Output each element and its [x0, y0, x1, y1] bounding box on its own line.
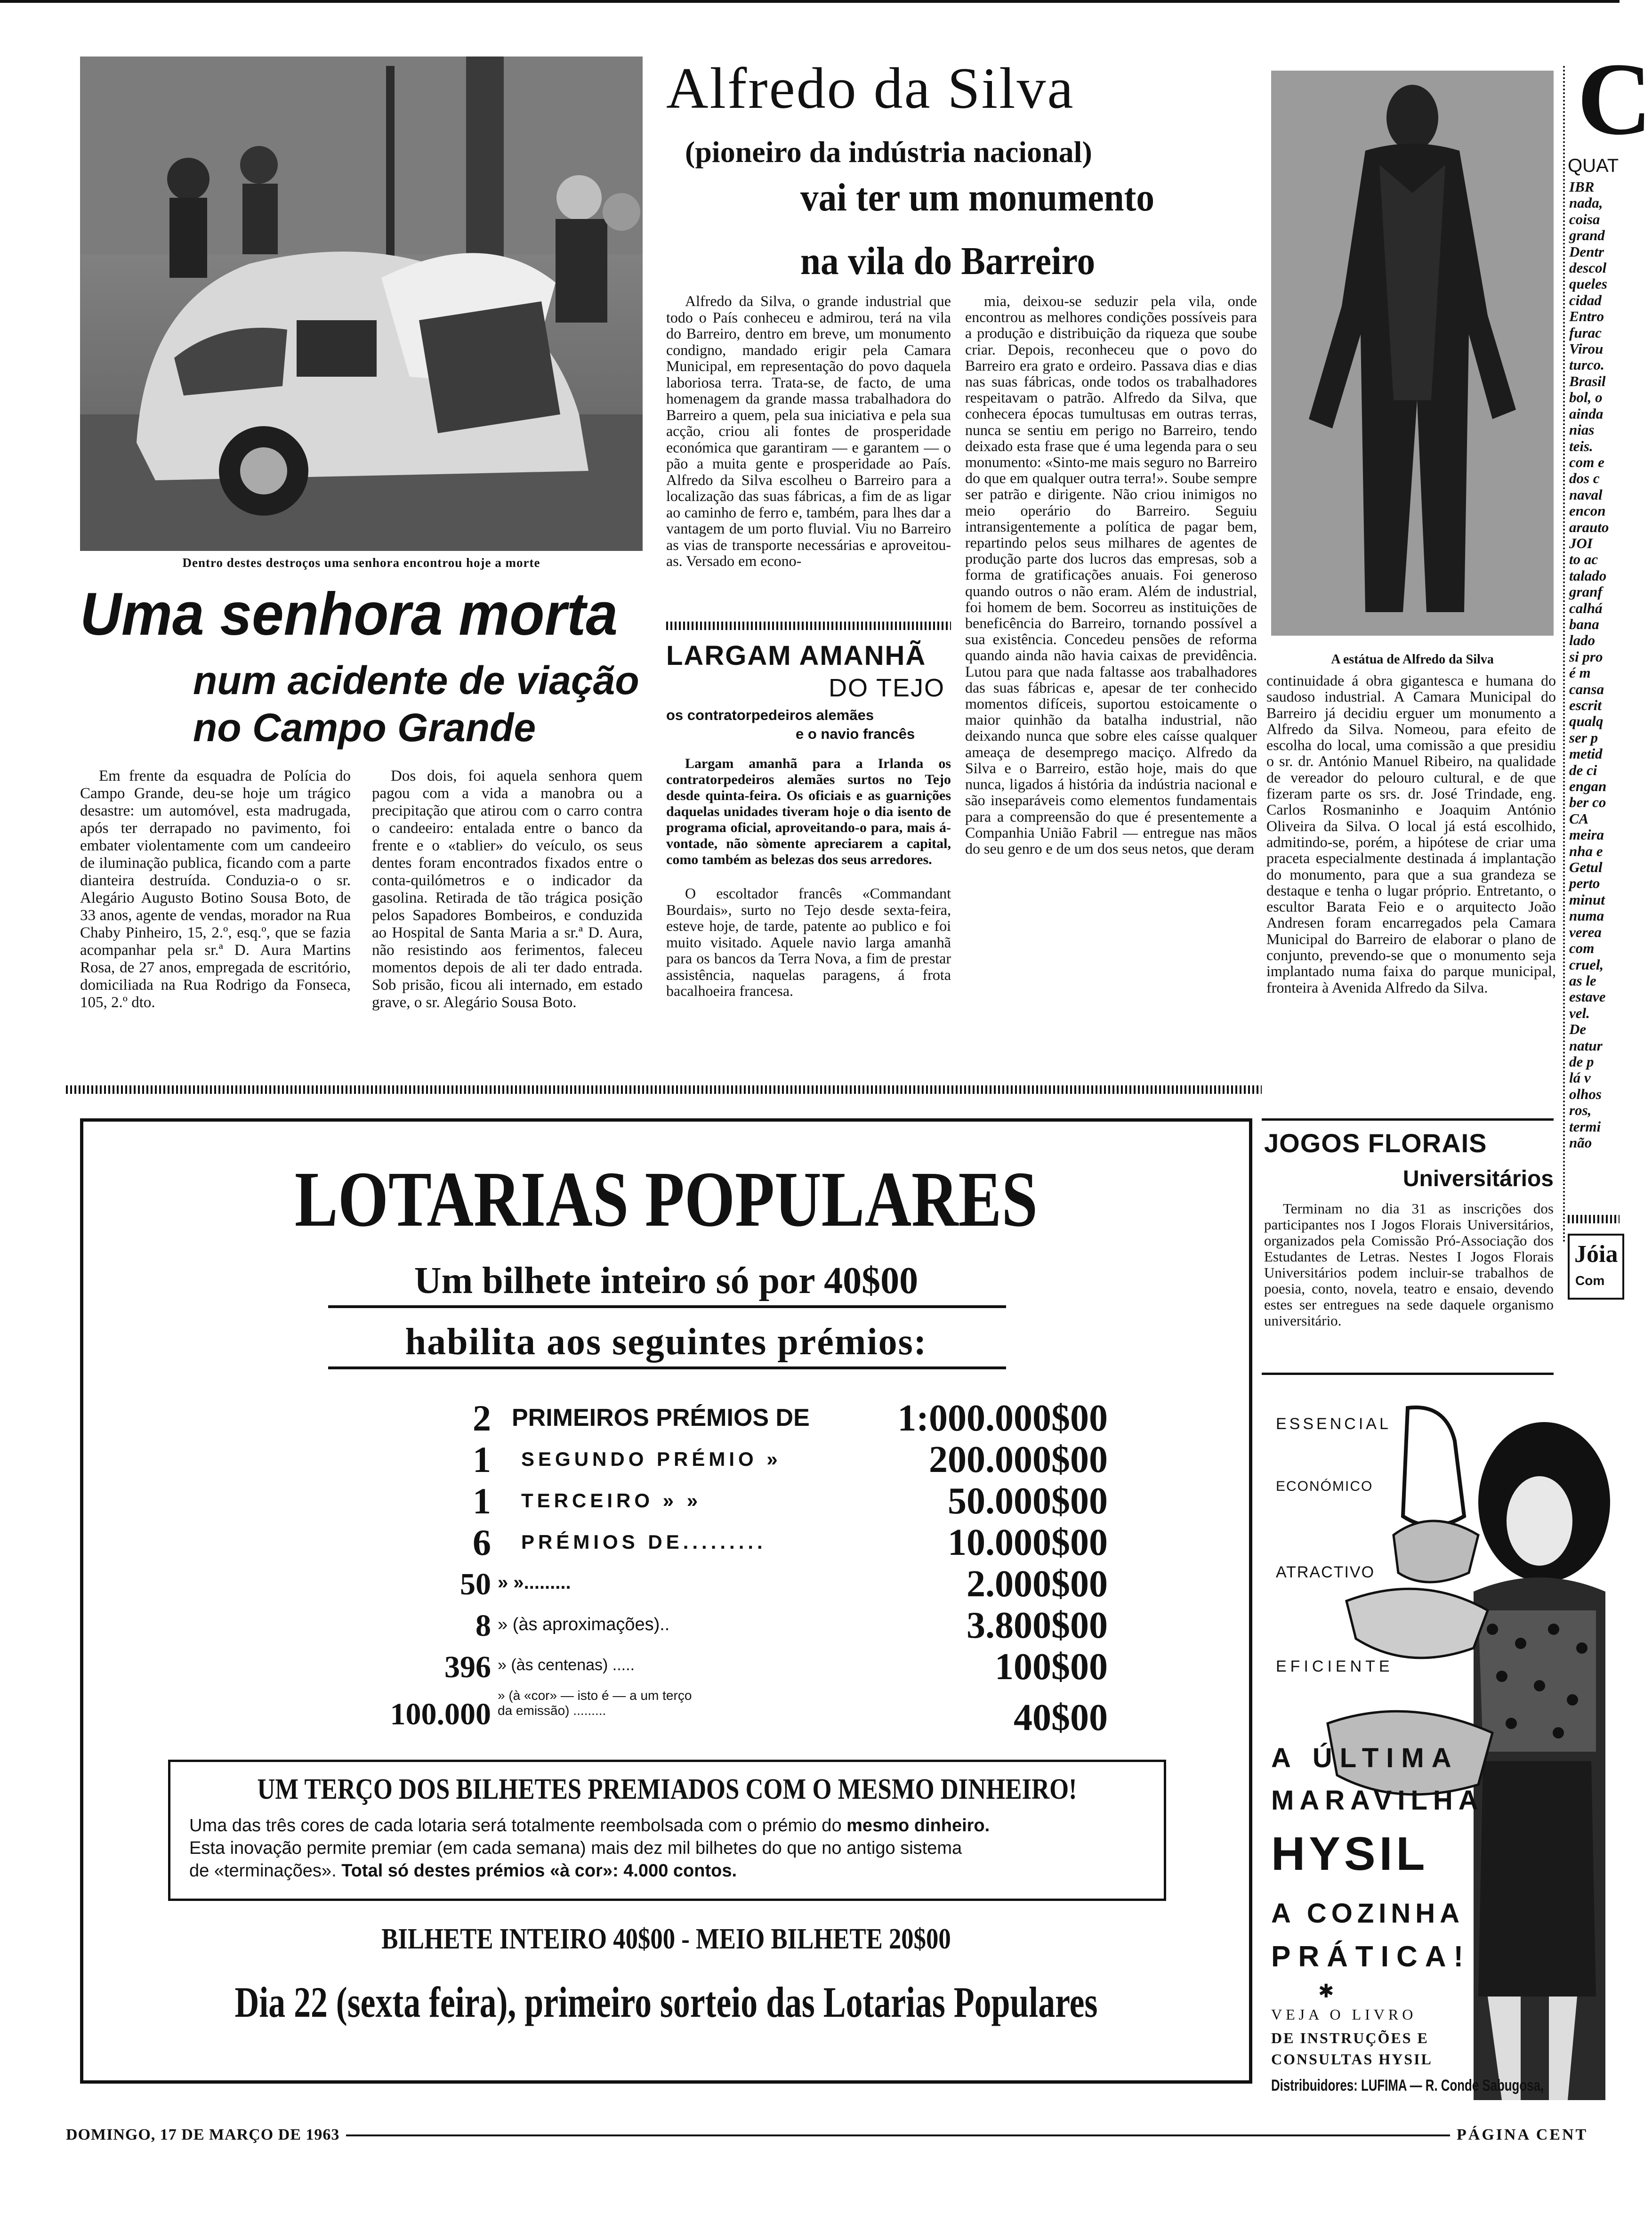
cut-line: de p: [1569, 1053, 1594, 1070]
prize-row: [83, 1397, 1249, 1439]
hysil-word-3: ATRACTIVO: [1276, 1563, 1375, 1581]
cut-line: to ac: [1569, 551, 1598, 568]
hysil-word-2: ECONÓMICO: [1276, 1479, 1373, 1494]
prize-qty: 2: [473, 1398, 491, 1439]
right-edge-big-letter: C: [1577, 41, 1652, 156]
hysil-slogan-2: MARAVILHA: [1271, 1785, 1484, 1816]
prize-amount: 100$00: [995, 1646, 1108, 1688]
hysil-brand: HYSIL: [1271, 1827, 1429, 1880]
footer-date: DOMINGO, 17 DE MARÇO DE 1963: [66, 2126, 346, 2144]
cut-line: coisa: [1569, 210, 1600, 227]
cut-line: ros,: [1569, 1102, 1592, 1119]
hysil-book-3: CONSULTAS HYSIL: [1271, 2051, 1433, 2068]
lotaria-draw-line: Dia 22 (sexta feira), primeiro sorteio das Lotarias Populares: [234, 1978, 1098, 2026]
monument-article-col1: Alfredo da Silva, o grande industrial que todo o País conheceu e admirou, terá na vila do Barreiro, dentro em breve, um monumento condigno, mandado erigir pela Camara Municipal, em representação do povo daquela laboriosa terra. Trata-se, de facto, de uma homenagem da grande massa trabalhadora do Barreiro a quem, pela sua iniciativa e pela sua acção, criou ali fontes de prosperidade económica que garantiram — e garantem — o pão a muita gente e prosperidade ao País. Alfredo da Silva escolheu o Barreiro para a localização das suas fábricas, a fim de as ligar ao caminho de ferro e, também, para lhes dar a vantagem de um porto fluvial. Viu no Barreiro as vias de transporte necessárias e aproveitou-as. Versado em econo-: [666, 292, 951, 569]
prize-label: » (à «cor» — isto é — a um terço da emissão) .........: [498, 1688, 692, 1718]
cut-line: Virou: [1569, 340, 1604, 357]
right-edge-joia-box: [1568, 1234, 1624, 1300]
cut-line: lá v: [1569, 1069, 1591, 1086]
cut-line: Getul: [1569, 859, 1603, 876]
tejo-bold-paragraph: Largam amanhã para a Irlanda os contratorpedeiros alemães surtos no Tejo desde quinta-feira. Os oficiais e as guarnições daquelas unidades tiveram hoje o dia isento de programa oficial, aproveitando-o para, mais á-vontade, não sòmente apreciarem a capital, como também as belezas dos seus arredores.: [666, 756, 951, 867]
prize-row: [83, 1604, 1249, 1646]
info-box-line-1b: mesmo dinheiro.: [846, 1816, 990, 1835]
cut-line: as le: [1569, 972, 1596, 989]
prize-amount: 200.000$00: [929, 1439, 1108, 1480]
lotaria-ad: [80, 1118, 1252, 2084]
cut-line: termi: [1569, 1118, 1601, 1135]
accident-subheadline-1: num acidente de viação: [193, 658, 639, 703]
info-box-line-3a: de «terminações».: [189, 1861, 342, 1881]
cut-line: estave: [1569, 988, 1606, 1005]
prize-row: [83, 1646, 1249, 1687]
footer-page: PÁGINA CENT: [1450, 2126, 1588, 2144]
cut-line: ser p: [1569, 729, 1598, 746]
prize-label: » (às centenas) .....: [498, 1656, 635, 1674]
prize-label: PRIMEIROS PRÉMIOS DE: [512, 1404, 810, 1431]
monument-article-col2: mia, deixou-se seduzir pela vila, onde encontrou as melhores condições possíveis para a produção e distribuição da riqueza que soube criar. Depois, reconheceu que o povo do Barreiro era grato e ordeiro. Passava dias e dias nas suas fábricas, onde todos os trabalhadores respeitavam o patrão. Alfredo da Silva, que conhecera épocas tumultusas em outras terras, nunca se sentiu em perigo no Barreiro, tendo deixado esta frase que é uma legenda para o seu monumento: «Sinto-me mais seguro no Barreiro do que em qualquer outra terra!». Soube sempre ser patrão e dirigente. Não criou inimigos no meio operário do Barreiro. Seguiu intransigentemente a política de pagar bem, repartindo pelos seus milhares de agentes de produção parte dos lucros das empresas, sob a forma de gratificações anuais. Foi generoso quando outros o não eram. Além de industrial, foi homem de bem. Socorreu as instituições de beneficência do Barreiro, tornando possível a sua existência. Concedeu pensões de reforma quando ainda não havia caixas de previdência. Lutou para que nada faltasse aos trabalhadores das suas fábricas e, apesar de ter conhecido momentos difíceis, suportou estoicamente o maior quinhão da batalha industrial, não deixando nunca que sobre eles caísse qualquer ameaça de desemprego maciço. Alfredo da Silva e o Barreiro, estão hoje, mais do que nunca, ligados á história da indústria nacional e são inseparáveis como elementos fundamentais para a compreensão do que é presentemente a Companhia União Fabril — entregue nas mãos do seu genro e de um dos seus netos, que deram: [965, 292, 1257, 857]
cut-line: ainda: [1569, 405, 1604, 422]
cut-line: numa: [1569, 907, 1604, 924]
right-edge-joia: Jóia: [1574, 1241, 1618, 1268]
section-divider: [666, 622, 951, 630]
cut-line: com e: [1569, 453, 1604, 470]
statue-caption: A estátua de Alfredo da Silva: [1331, 652, 1494, 667]
cut-line: Dentr: [1569, 243, 1604, 260]
cut-line: furac: [1569, 324, 1602, 341]
tejo-headline-2: DO TEJO: [829, 674, 945, 702]
prize-qty: 1: [473, 1439, 491, 1480]
cut-line: Brasil: [1569, 372, 1606, 389]
cut-line: dos c: [1569, 470, 1600, 487]
hysil-star-icon: ✱: [1318, 1981, 1334, 2002]
cut-line: não: [1569, 1134, 1592, 1151]
lotaria-line-1-underline: [328, 1305, 1006, 1308]
cut-line: JOI: [1569, 534, 1593, 551]
accident-photo-caption: Dentro destes destroços uma senhora encontrou hoje a morte: [182, 556, 540, 570]
cut-line: lado: [1569, 632, 1596, 649]
cut-line: de ci: [1569, 761, 1597, 778]
prize-label: » (às aproximações)..: [498, 1615, 670, 1634]
lotaria-info-box: [168, 1760, 1166, 1901]
cut-line: IBR: [1569, 178, 1595, 195]
monument-headline-1: vai ter um monumento: [800, 176, 1155, 219]
prize-row: [83, 1687, 1249, 1744]
tejo-paragraph: O escoltador francês «Commandant Bourdais», surto no Tejo desde sexta-feira, esteve hoje, de tarde, patente ao publico e foi muito visitado. Aquele navio larga amanhã para os bancos da Terra Nova, a fim de prestar assistência, naquelas paragens, á frota bacalhoeira francesa.: [666, 885, 951, 999]
cut-line: talado: [1569, 567, 1607, 584]
cut-line: natur: [1569, 1037, 1603, 1054]
cut-line: cansa: [1569, 680, 1604, 697]
info-box-line-3b: Total só destes prémios «à cor»: 4.000 contos.: [341, 1861, 737, 1881]
lotaria-price-line: BILHETE INTEIRO 40$00 - MEIO BILHETE 20$00: [381, 1923, 951, 1955]
lotaria-title: LOTARIAS POPULARES: [294, 1156, 1038, 1243]
hysil-ad: [1266, 1394, 1605, 2133]
prize-qty: 50: [460, 1567, 491, 1601]
lotaria-line-2-underline: [328, 1366, 1006, 1369]
cut-line: calhá: [1569, 599, 1603, 616]
jogos-headline: JOGOS FLORAIS: [1264, 1128, 1487, 1158]
jogos-text: Terminam no dia 31 as inscrições dos participantes nos I Jogos Florais Universitários, organizados pela Comissão Pró-Associação dos Estudantes de Letras. Nestes I Jogos Florais Universitários podem incluir-se trabalhos de poesia, conto, novela, teatro e ensaio, devendo estes ser entregues na sede daquele organismo universitário.: [1264, 1200, 1554, 1329]
hysil-word-1: ESSENCIAL: [1276, 1415, 1391, 1433]
prize-qty: 6: [473, 1522, 491, 1563]
hysil-distributors: Distribuidores: LUFIMA — R. Conde Sabugosa,: [1271, 2077, 1544, 2094]
cut-line: naval: [1569, 486, 1603, 503]
monument-title: Alfredo da Silva: [666, 56, 1075, 121]
info-box-line-3: [189, 1860, 1150, 1882]
cut-line: nias: [1569, 421, 1595, 438]
info-box-title: UM TERÇO DOS BILHETES PREMIADOS COM O MESMO DINHEIRO!: [257, 1773, 1077, 1805]
cut-line: si pro: [1569, 648, 1603, 665]
cut-line: vel.: [1569, 1004, 1590, 1021]
prize-row: [83, 1439, 1249, 1480]
cut-line: escrit: [1569, 697, 1602, 713]
prize-qty: 1: [473, 1480, 491, 1521]
right-edge-divider: [1568, 1215, 1620, 1223]
top-rule: [0, 0, 1620, 3]
lotaria-line-2: habilita aos seguintes prémios:: [405, 1321, 927, 1363]
monument-article-col3: continuidade á obra gigantesca e humana do saudoso industrial. A Camara Municipal do Barreiro já decidiu erguer um monumento a Alfredo da Silva. Nomeou, para efeito de escolha do local, uma comissão a que presidiu o sr. dr. António Manuel Ribeiro, na qualidade de vereador do pelouro cultural, e de que fizeram parte os srs. dr. José Trindade, eng. Carlos Rosmaninho e Joaquim António Oliveira da Silva. O local já está escolhido, admitindo-se, porém, a hipótese de criar uma praceta especialmente destinada á implantação do monumento, para que a sua grandeza se destaque e tenha o lugar próprio. Entretanto, o escultor Barata Feio e o arquitecto João Andresen foram encarregados pela Camara Municipal do Barreiro de elaborar o plano de conjunto, prevendo-se que o monumento seja implantado numa faixa do parque municipal, fronteira à Avenida Alfredo da Silva.: [1266, 672, 1556, 996]
info-box-line-1a: Uma das três cores de cada lotaria será totalmente reembolsada com o prémio do: [189, 1816, 847, 1835]
accident-headline: Uma senhora morta: [80, 581, 618, 648]
right-column-divider: [1563, 66, 1567, 1243]
accident-photo: [80, 57, 643, 551]
tejo-headline-1: LARGAM AMANHÃ: [666, 640, 927, 671]
accident-article-col2: Dos dois, foi aquela senhora quem pagou com a vida a manobra ou a precipitação que atirou com o carro contra o candeeiro: entalada entre o banco da frente e o «tablier» do veículo, os seus dentes foram encontrados fixados entre o conta-quilómetros e o indicador da gasolina. Retirada de tão trágica posição pelos Sapadores Bombeiros, e conduzida ao Hospital de Santa Maria a sr.ª D. Aura, não resistindo aos ferimentos, faleceu momentos depois de ali ter dado entrada. Sob prisão, ficou ali internado, em estado grave, o sr. Alegário Sousa Boto.: [372, 768, 643, 1011]
cut-line: Entro: [1569, 308, 1604, 325]
jogos-top-rule: [1262, 1118, 1554, 1121]
cut-line: é m: [1569, 664, 1591, 681]
page-divider: [66, 1085, 1262, 1094]
right-edge-word: QUAT: [1568, 155, 1619, 176]
prize-row: [83, 1480, 1249, 1521]
cut-line: meira: [1569, 826, 1604, 843]
cut-line: olhos: [1569, 1085, 1602, 1102]
accident-article-col1: Em frente da esquadra de Polícia do Campo Grande, deu-se hoje um trágico desastre: um automóvel, esta madrugada, após ter derrapado no pavimento, foi embater violentamente com um candeeiro de iluminação publica, ficando com a parte dianteira destruída. Conduzia-o o sr. Alegário Augusto Botino Sousa Boto, de 33 anos, agente de vendas, morador na Rua Chaby Pinheiro, 15, 2.º, esq.º, que se fazia acompanhar pela sr.ª D. Aura Martins Rosa, de 27 anos, empregada de escritório, domiciliada na Rua Rodrigo da Fonseca, 105, 2.º dto.: [80, 768, 351, 1011]
hysil-slogan-4: PRÁTICA!: [1271, 1940, 1471, 1973]
tejo-subhead-2: e o navio francês: [796, 726, 915, 742]
monument-subtitle: (pioneiro da indústria nacional): [685, 135, 1092, 169]
right-edge-lines: [1569, 179, 1621, 1205]
jogos-bottom-rule: [1262, 1373, 1554, 1375]
cut-line: ber co: [1569, 794, 1606, 811]
prize-amount: 2.000$00: [967, 1563, 1108, 1605]
prize-label: » ».........: [498, 1572, 571, 1593]
cut-line: perto: [1569, 875, 1600, 892]
cut-line: verea: [1569, 923, 1602, 940]
prize-label: SEGUNDO PRÉMIO »: [521, 1448, 782, 1470]
prize-amount: 3.800$00: [967, 1605, 1108, 1646]
statue-image: [1271, 71, 1554, 636]
right-edge-com: Com: [1575, 1273, 1605, 1288]
cut-line: encon: [1569, 502, 1606, 519]
cut-line: grand: [1569, 227, 1605, 244]
hysil-word-4: EFICIENTE: [1276, 1657, 1394, 1675]
cut-line: CA: [1569, 810, 1589, 827]
cut-line: bol, o: [1569, 389, 1603, 406]
cut-line: engan: [1569, 778, 1607, 795]
wrecked-car-image: [80, 57, 643, 551]
prize-qty: 396: [444, 1650, 491, 1684]
lotaria-line-1: Um bilhete inteiro só por 40$00: [414, 1260, 919, 1302]
cut-line: De: [1569, 1021, 1587, 1038]
accident-subheadline-2: no Campo Grande: [193, 705, 536, 750]
info-box-line-1: [189, 1815, 1150, 1836]
prize-qty: 100.000: [390, 1697, 491, 1731]
cut-line: granf: [1569, 583, 1603, 600]
cut-line: cidad: [1569, 291, 1602, 308]
info-box-line-2: Esta inovação permite premiar (em cada semana) mais dez mil bilhetes do que no antigo sistema: [189, 1838, 962, 1858]
hysil-book-2: DE INSTRUÇÕES E: [1271, 2029, 1429, 2046]
tejo-subhead-1: os contratorpedeiros alemães: [666, 707, 874, 723]
hysil-book-1: VEJA O LIVRO: [1271, 2006, 1417, 2023]
prize-qty: 8: [475, 1609, 491, 1643]
statue-photo: [1271, 71, 1554, 636]
prize-label: TERCEIRO » »: [521, 1489, 702, 1512]
cut-line: arauto: [1569, 518, 1609, 535]
prize-row: [83, 1563, 1249, 1604]
cut-line: com: [1569, 940, 1595, 957]
hysil-slogan-1: A ÚLTIMA: [1271, 1743, 1459, 1773]
hysil-slogan-3: A COZINHA: [1271, 1898, 1465, 1929]
jogos-subhead: Universitários: [1402, 1166, 1554, 1191]
cut-line: bana: [1569, 615, 1599, 632]
cut-line: nada,: [1569, 194, 1603, 211]
cut-line: metid: [1569, 745, 1603, 762]
cut-line: cruel,: [1569, 956, 1604, 973]
cut-line: teis.: [1569, 437, 1593, 454]
cut-line: turco.: [1569, 356, 1604, 373]
prize-amount: 1:000.000$00: [897, 1398, 1108, 1439]
prize-amount: 40$00: [1014, 1697, 1108, 1738]
cut-line: nha e: [1569, 842, 1603, 859]
prize-table: [83, 1397, 1249, 1755]
cut-line: descol: [1569, 259, 1607, 276]
monument-headline-2: na vila do Barreiro: [800, 239, 1096, 283]
prize-amount: 10.000$00: [948, 1522, 1108, 1563]
prize-row: [83, 1521, 1249, 1563]
cut-line: minut: [1569, 891, 1605, 908]
cut-line: qualq: [1569, 713, 1604, 730]
cut-line: queles: [1569, 275, 1607, 292]
prize-label: PRÉMIOS DE.........: [521, 1531, 766, 1553]
prize-amount: 50.000$00: [948, 1480, 1108, 1522]
